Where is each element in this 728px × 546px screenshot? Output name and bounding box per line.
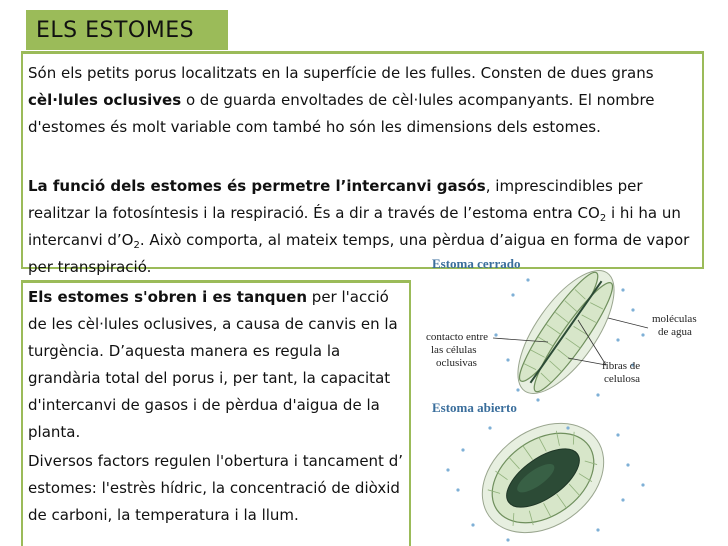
definition-paragraph: Són els petits porus localitzats en la superfície de les fulles. Consten de dues grans cèl·lules oclusives o de guarda envoltades de cèl·lules acompanyants. El nombre d'estomes és molt variable com també ho són les dimensions dels estomes. [28,64,655,136]
closed-stoma-title: Estoma cerrado [432,256,521,271]
title-banner [26,10,228,50]
label-fibers-line2: celulosa [604,373,641,385]
closed-stoma-illustration [500,256,632,408]
factors-paragraph: Diversos factors regulen l'obertura i tancament d’ estomes: l'estrès hídric, la concentració de diòxid de carboni, la temperatura i la llum. [28,452,403,524]
label-contact-line2: las células [431,344,477,356]
page-title: ELS ESTOMES [36,18,195,43]
label-fibers-line1: fibras de [602,360,641,372]
open-stoma-title: Estoma abierto [432,400,517,415]
opening-statement: Els estomes s'obren i es tanquen [28,288,308,306]
guard-cells-term: cèl·lules oclusives [28,91,182,109]
label-water-line1: moléculas [652,313,697,325]
opening-paragraph: Els estomes s'obren i es tanquen per l'acció de les cèl·lules oclusives, a causa de canvis en la turgència. D’aquesta manera es regula la grandària total del porus i, per tant, la capacitat d'intercanvi de gasos i de pèrdua d'aigua de la planta. [28,288,398,441]
label-contact-line3: oclusivas [436,357,477,369]
stoma-diagram [418,250,728,546]
open-stoma-illustration [461,401,624,546]
function-statement: La funció dels estomes és permetre l’intercanvi gasós [28,177,486,195]
function-paragraph: La funció dels estomes és permetre l’intercanvi gasós, imprescindibles per realitzar la fotosíntesis i la respiració. És a dir a través de l’estoma entra $CO_2$ i hi ha un intercanvi $d’O_2$. Això comporta, al mateix temps, una pèrdua d’aigua en forma de vapor per transpiració. [28,177,690,276]
label-water-line2: de agua [658,326,692,338]
label-contact-line1: contacto entre [426,331,488,343]
